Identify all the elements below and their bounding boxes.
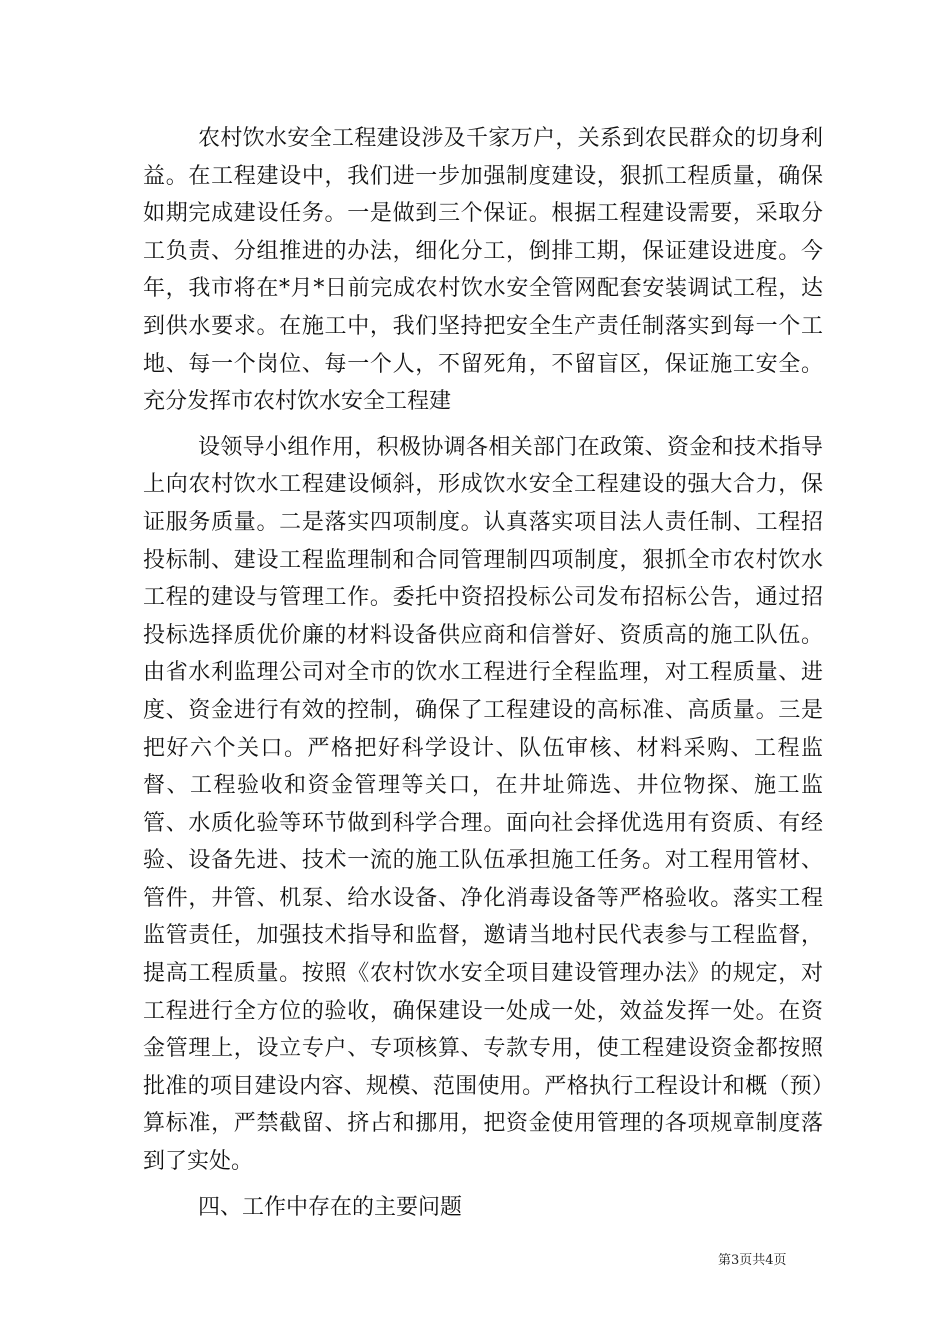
paragraph-2: 设领导小组作用，积极协调各相关部门在政策、资金和技术指导上向农村饮水工程建设倾斜，形成饮水安全工程建设的强大合力，保证服务质量。二是落实四项制度。认真落实项目法人责任制、工程招投标制、建设工程监理制和合同管理制四项制度，狠抓全市农村饮水工程的建设与管理工作。委托中资招投标公司发布招标公告，通过招投标选择质优价廉的材料设备供应商和信誉好、资质高的施工队伍。由省水利监理公司对全市的饮水工程进行全程监理，对工程质量、进度、资金进行有效的控制，确保了工程建设的高标准、高质量。三是把好六个关口。严格把好科学设计、队伍审核、材料采购、工程监督、工程验收和资金管理等关口，在井址筛选、井位物探、施工监管、水质化验等环节做到科学合理。面向社会择优选用有资质、有经验、设备先进、技术一流的施工队伍承担施工任务。对工程用管材、管件，井管、机泵、给水设备、净化消毒设备等严格验收。落实工程监管责任，加强技术指导和监督，邀请当地村民代表参与工程监督，提高工程质量。按照《农村饮水安全项目建设管理办法》的规定，对工程进行全方位的验收，确保建设一处成一处，效益发挥一处。在资金管理上，设立专户、专项核算、专款专用，使工程建设资金都按照批准的项目建设内容、规模、范围使用。严格执行工程设计和概（预）算标准，严禁截留、挤占和挪用，把资金使用管理的各项规章制度落到了实处。 — [143, 434, 823, 1175]
paragraph-1: 农村饮水安全工程建设涉及千家万户，关系到农民群众的切身利益。在工程建设中，我们进一步加强制度建设，狠抓工程质量，确保如期完成建设任务。一是做到三个保证。根据工程建设需要，采取分工负责、分组推进的办法，细化分工，倒排工期，保证建设进度。今年，我市将在*月*日前完成农村饮水安全管网配套安装调试工程，达到供水要求。在施工中，我们坚持把安全生产责任制落实到每一个工地、每一个岗位、每一个人，不留死角，不留盲区，保证施工安全。充分发挥市农村饮水安全工程建 — [143, 126, 823, 415]
section-heading: 四、工作中存在的主要问题 — [198, 1194, 463, 1220]
document-body — [143, 120, 823, 1226]
page-number-footer: 第3页共4页 — [718, 1253, 787, 1268]
